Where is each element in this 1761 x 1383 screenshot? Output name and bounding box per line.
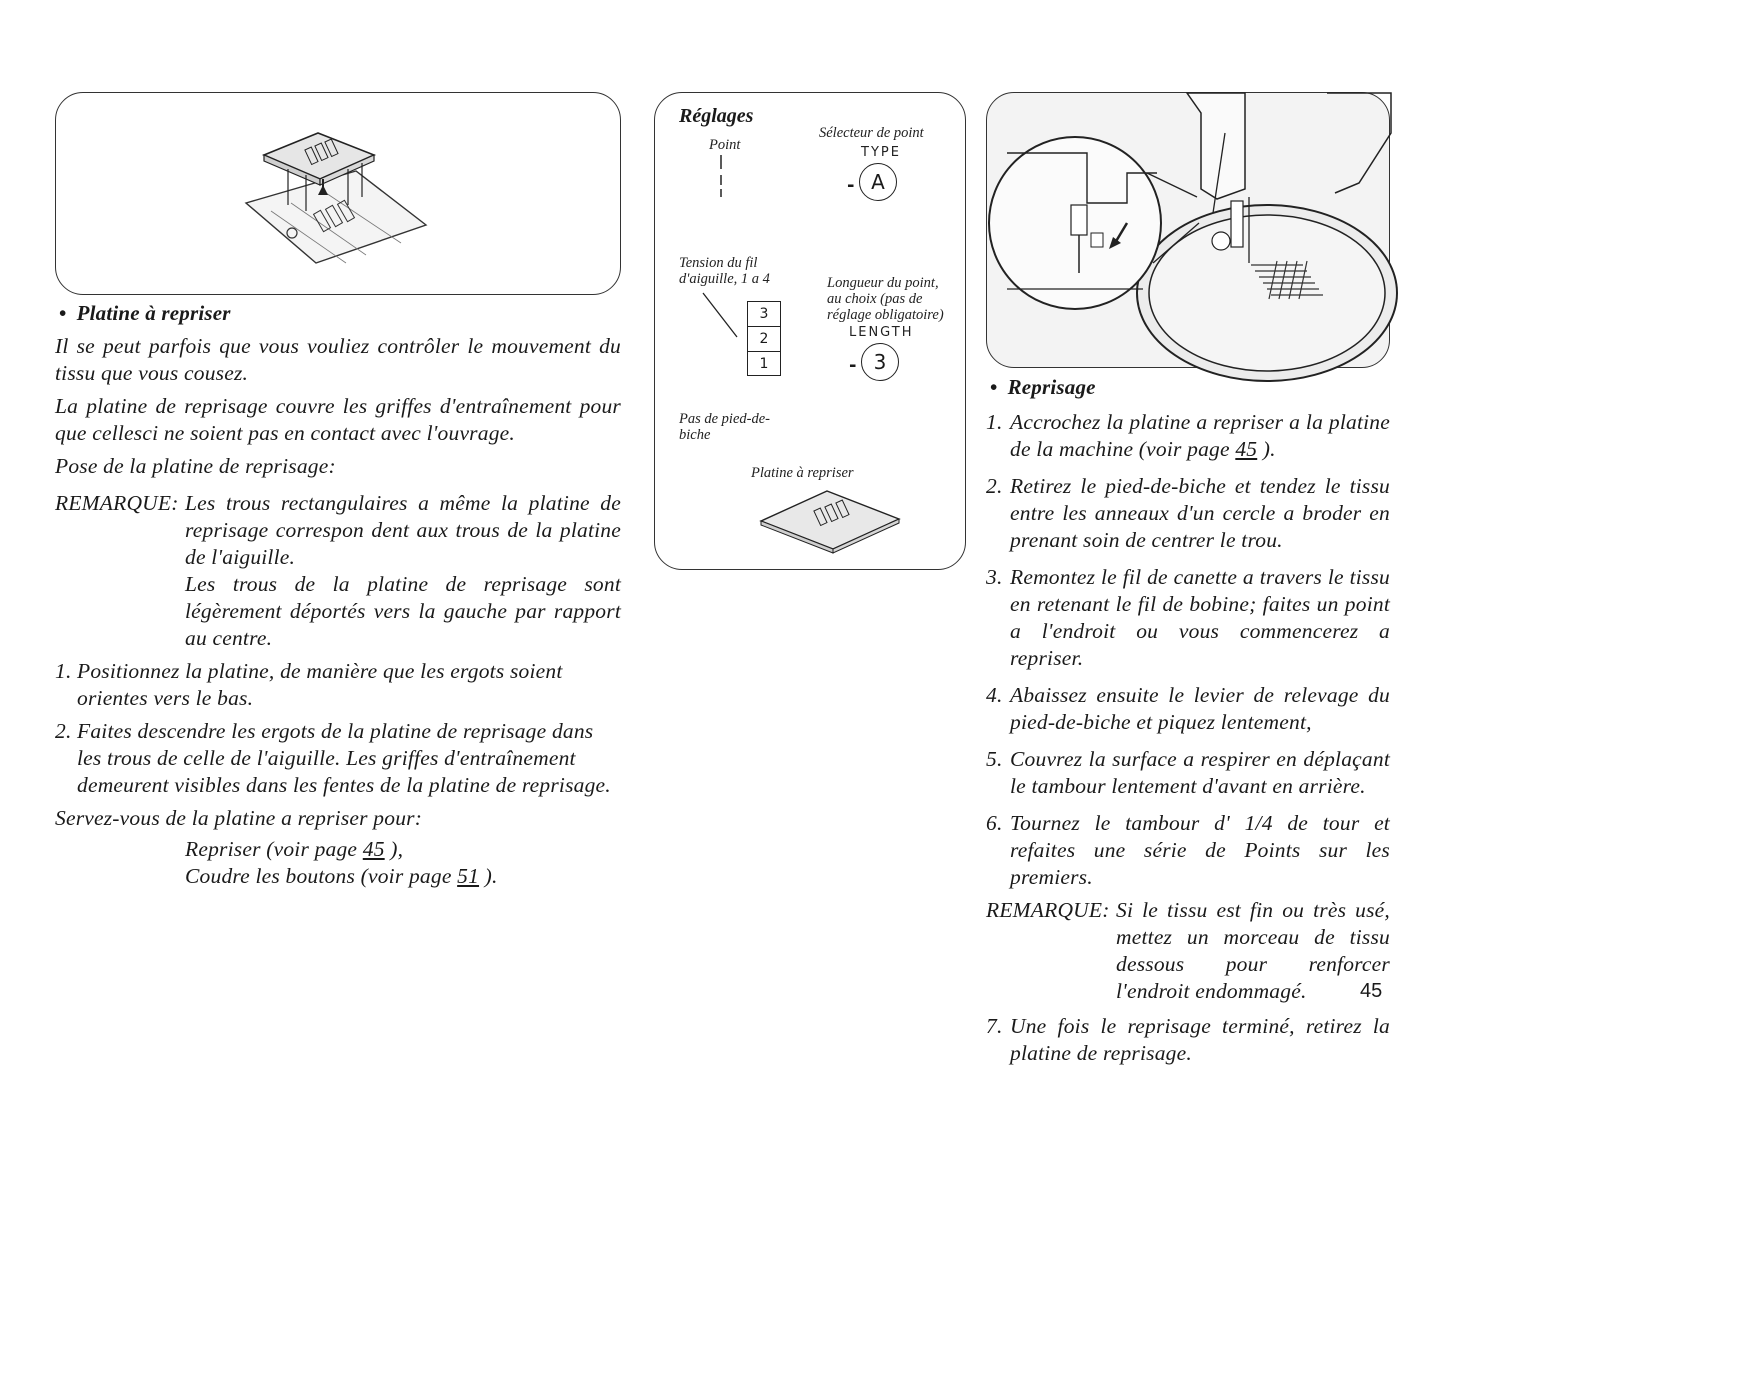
right-step-6-number: 6. — [986, 811, 1003, 835]
length-dial-circle — [861, 343, 899, 381]
step-1-text: Positionnez la platine, de manière que les ergots soient orientes vers le bas. — [77, 659, 563, 710]
right-step-5 — [986, 746, 1390, 800]
hoop-illustration-frame — [986, 92, 1390, 368]
stitch-label: Point — [709, 137, 741, 153]
page-reference-link[interactable]: 45 — [362, 837, 385, 861]
type-dial-circle — [859, 163, 897, 201]
right-step-4-number: 4. — [986, 683, 1003, 707]
tension-label: Tension du fil d'aiguille, 1 a 4 — [679, 255, 770, 287]
dial-indicator: - — [849, 355, 857, 376]
right-step-3-text: Remontez le fil de canette a travers le tissu en retenant le fil de bobine; faites un point a l'endroit ou vous commencerez a repriser. — [1010, 565, 1390, 670]
right-step-1 — [986, 409, 1390, 463]
note-block — [55, 490, 621, 652]
length-dial — [849, 343, 913, 387]
tension-cell-1: 1 — [759, 356, 769, 372]
right-step-6-text: Tournez le tambour d' 1/4 de tour et refaites une série de Points sur les premiers. — [1010, 811, 1390, 889]
darning-plate-label: Platine à repriser — [751, 465, 854, 481]
page-reference-link[interactable]: 45 — [1235, 437, 1258, 461]
right-step-2-text: Retirez le pied-de-biche et tendez le tissu entre les anneaux d'un cercle a broder en prenant soin de centrer le trou. — [1010, 474, 1390, 552]
note-label: REMARQUE: — [55, 491, 179, 515]
heading-text: Platine à repriser — [76, 301, 231, 325]
type-label: TYPE — [861, 145, 901, 160]
tension-pointer-line — [703, 293, 743, 343]
paragraph-use-for: Servez-vous de la platine a repriser pour: — [55, 806, 423, 830]
right-step-5-text: Couvrez la surface a respirer en déplaçant le tambour lentement d'avant en arrière. — [1010, 747, 1390, 798]
use-item-buttons-end: ). — [479, 864, 498, 888]
right-step-1-number: 1. — [986, 410, 1003, 434]
paragraph-description: La platine de reprisage couvre les griffes d'entraînement pour que cellesci ne soient pas en contact avec l'ouvrage. — [55, 394, 621, 445]
use-item-darn — [185, 836, 621, 863]
tension-cell-2: 2 — [748, 327, 780, 352]
stitch-straight-icon — [719, 155, 723, 197]
right-step-2 — [986, 473, 1390, 554]
length-label: LENGTH — [849, 325, 914, 340]
tension-cell-3: 3 — [748, 302, 780, 327]
use-item-darn-end: ), — [384, 837, 404, 861]
plate-illustration-frame — [55, 92, 621, 295]
heading-text: Reprisage — [1007, 375, 1096, 399]
step-2-number: 2. — [55, 719, 72, 743]
step-2-text: Faites descendre les ergots de la platine de reprisage dans les trous de celle de l'aiguille. Les griffes d'entraînement demeurent visibles dans les fentes de la platine de reprisage. — [77, 719, 611, 797]
paragraph-installation: Pose de la platine de reprisage: — [55, 454, 336, 478]
right-step-3 — [986, 564, 1390, 672]
note-text-1: Les trous rectangulaires a même la platine de reprisage correspon dent aux trous de la platine de l'aiguille. — [185, 491, 621, 569]
use-item-buttons — [185, 863, 621, 890]
step-1-number: 1. — [55, 659, 72, 683]
length-value: 3 — [873, 350, 887, 374]
right-step-1-body: Accrochez la platine a repriser a la platine de la machine (voir page — [1010, 410, 1390, 461]
paragraph-intro: Il se peut parfois que vous vouliez contrôler le mouvement du tissu que vous cousez. — [55, 334, 621, 385]
right-step-4-text: Abaissez ensuite le levier de relevage du pied-de-biche et piquez lentement, — [1010, 683, 1390, 734]
right-note-block — [986, 897, 1390, 1005]
heading-darning-plate — [55, 300, 621, 327]
darning-plate-small-illustration — [755, 483, 905, 553]
page-number: 45 — [1360, 980, 1383, 1002]
note-text-2: Les trous de la platine de reprisage sont légèrement déportés vers la gauche par rapport au centre. — [185, 572, 621, 650]
darning-plate-illustration — [56, 93, 622, 296]
right-step-1-end: ). — [1257, 437, 1276, 461]
use-item-buttons-text: Coudre les boutons (voir page — [185, 864, 458, 888]
right-note-text: Si le tissu est fin ou très usé, mettez un morceau de tissu dessous pour renforcer l'endroit endommagé. — [1116, 898, 1390, 1003]
right-step-7-text: Une fois le reprisage terminé, retirez la platine de reprisage. — [1010, 1014, 1390, 1065]
heading-darning — [986, 374, 1390, 401]
type-value: A — [871, 170, 885, 194]
stitch-selector-label: Sélecteur de point — [819, 125, 924, 141]
bullet: • — [59, 301, 67, 325]
right-step-1-text — [1010, 409, 1390, 463]
dial-indicator: - — [847, 175, 855, 196]
right-step-2-number: 2. — [986, 474, 1003, 498]
settings-panel — [654, 92, 966, 570]
right-step-3-number: 3. — [986, 565, 1003, 589]
length-note: Longueur du point, au choix (pas de réglage obligatoire) — [827, 275, 944, 323]
right-step-4 — [986, 682, 1390, 736]
right-step-5-number: 5. — [986, 747, 1003, 771]
right-note-label: REMARQUE: — [986, 898, 1110, 922]
type-dial — [847, 163, 911, 207]
right-step-7-number: 7. — [986, 1014, 1003, 1038]
page-reference-link[interactable]: 51 — [457, 864, 480, 888]
use-item-darn-text: Repriser (voir page — [185, 837, 363, 861]
bullet: • — [990, 375, 998, 399]
right-step-6 — [986, 810, 1390, 891]
right-step-7 — [986, 1013, 1390, 1067]
embroidery-hoop-illustration — [987, 93, 1391, 369]
step-2 — [55, 718, 621, 799]
step-1 — [55, 658, 621, 712]
presser-foot-label: Pas de pied-de-biche — [679, 411, 770, 443]
settings-title: Réglages — [679, 105, 754, 127]
tension-scale — [747, 301, 781, 376]
